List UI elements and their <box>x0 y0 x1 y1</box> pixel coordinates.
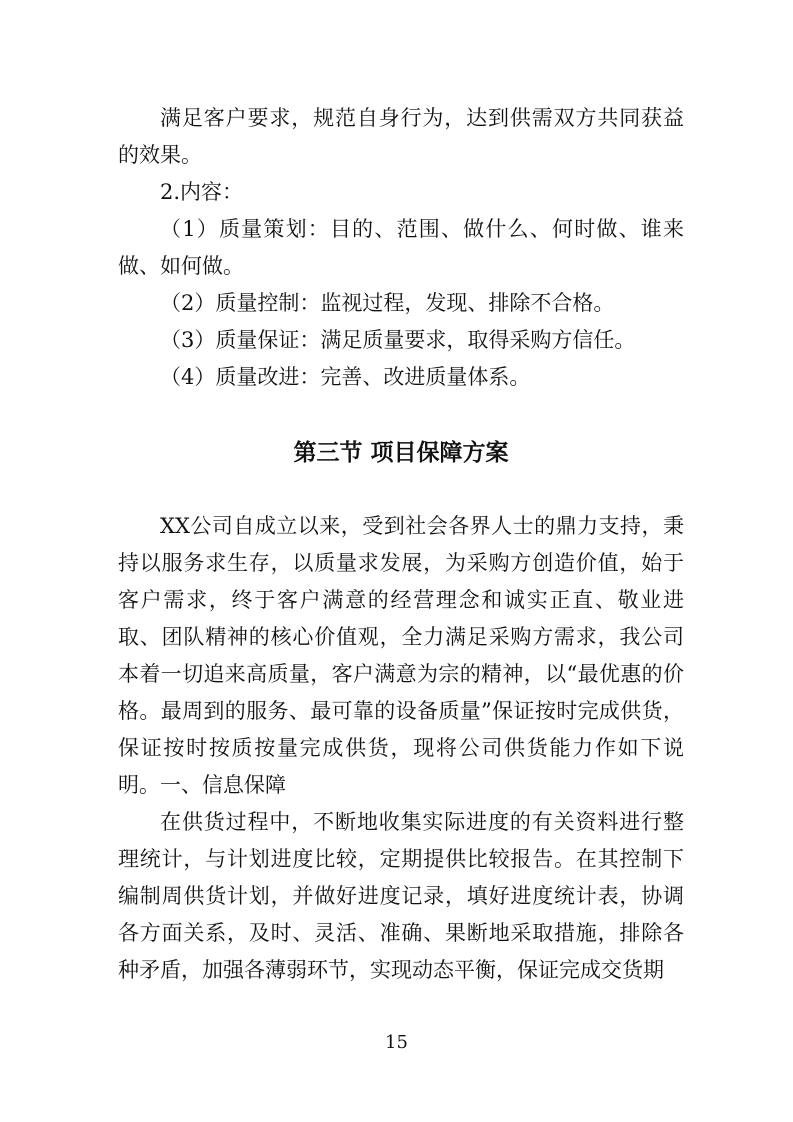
subheading-information-guarantee: 一、信息保障 <box>160 773 286 797</box>
continuation-paragraph: 满足客户要求，规范自身行为，达到供需双方共同获益的效果。 <box>118 106 684 167</box>
section-title: 第三节 项目保障方案 <box>293 440 509 466</box>
list-item-quality-planning: （1）质量策划：目的、范围、做什么、何时做、谁来做、如何做。 <box>118 217 684 278</box>
content-heading: 2.内容： <box>160 180 244 204</box>
list-item-quality-improvement: （4）质量改进：完善、改进质量体系。 <box>160 365 531 389</box>
page-number: 15 <box>385 1032 408 1053</box>
list-item-quality-assurance: （3）质量保证：满足质量要求，取得采购方信任。 <box>160 328 636 352</box>
list-item-quality-control: （2）质量控制：监视过程，发现、排除不合格。 <box>160 291 615 315</box>
information-guarantee-paragraph: 在供货过程中，不断地收集实际进度的有关资料进行整理统计，与计划进度比较，定期提供比较报告。在其控制下编制周供货计划，并做好进度记录，填好进度统计表，协调各方面关系，及时、灵活、准确、果断地采取措施，排除各种矛盾，加强各薄弱环节，实现动态平衡，保证完成交货期 <box>118 810 684 982</box>
intro-paragraph: XX公司自成立以来，受到社会各界人士的鼎力支持，秉持以服务求生存，以质量求发展，为采购方创造价值，始于客户需求，终于客户满意的经营理念和诚实正直、敬业进取、团队精神的核心价值观，全力满足采购方需求，我公司本着一切追来高质量，客户满意为宗的精神，以“最优惠的价格。最周到的服务、最可靠的设备质量”保证按时完成供货，保证按时按质按量完成供货，现将公司供货能力作如下说明。 <box>118 514 684 797</box>
